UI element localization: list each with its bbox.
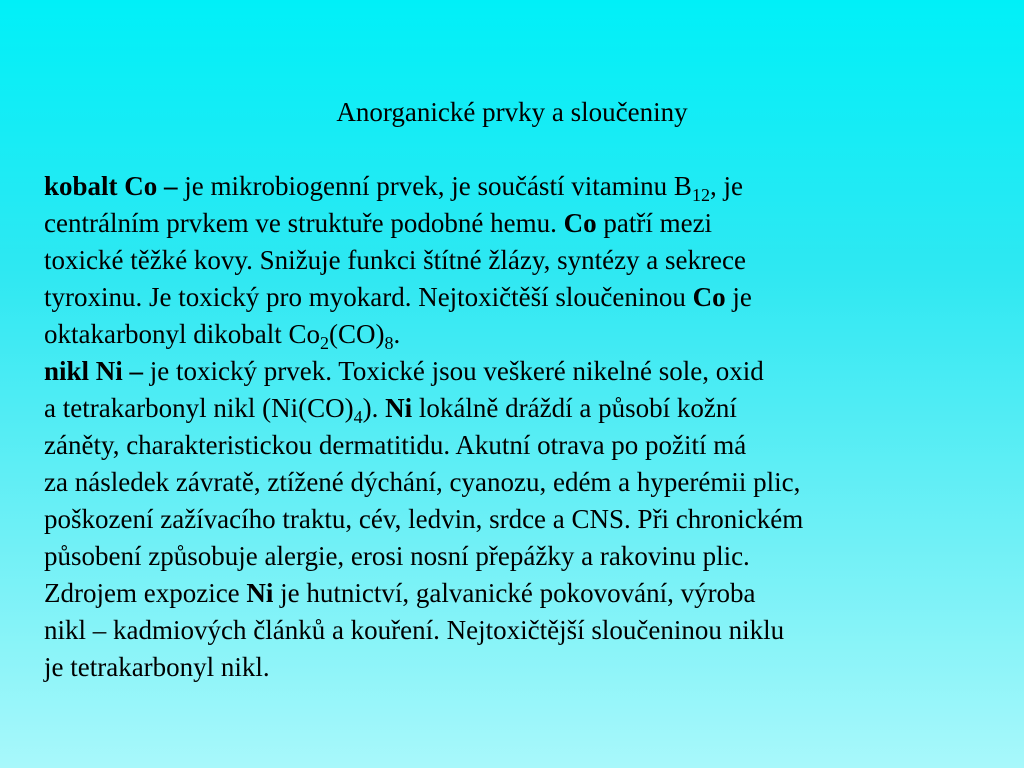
cobalt-subscript-2: 2 — [319, 333, 329, 353]
cobalt-subscript-8: 8 — [384, 333, 394, 353]
cobalt-term: kobalt Co – — [44, 171, 178, 201]
nickel-line-6: působení způsobuje alergie, erosi nosní přepážky a rakovinu plic. — [44, 541, 750, 571]
cobalt-line-4 — [44, 279, 1014, 316]
cobalt-line-1 — [44, 168, 1014, 205]
cobalt-text-2b: patří mezi — [596, 208, 713, 238]
cobalt-symbol: Co — [563, 208, 597, 238]
nickel-line-1 — [44, 353, 1014, 390]
nickel-line-3: záněty, charakteristickou dermatitidu. Akutní otrava po požití má — [44, 430, 747, 460]
cobalt-text-4a: tyroxinu. Je toxický pro myokard. Nejtoxičtěší sloučeninou — [44, 282, 693, 312]
nickel-text-7a: Zdrojem expozice — [44, 578, 247, 608]
cobalt-text-2a: centrálním prvkem ve struktuře podobné hemu. — [44, 208, 564, 238]
cobalt-text-5a: oktakarbonyl dikobalt Co — [44, 319, 320, 349]
cobalt-symbol: Co — [692, 282, 726, 312]
nickel-line-4: za následek závratě, ztížené dýchání, cyanozu, edém a hyperémii plic, — [44, 467, 801, 497]
cobalt-text-5c: . — [393, 319, 401, 349]
nickel-line-5: poškození zažívacího traktu, cév, ledvin, srdce a CNS. Při chronickém — [44, 504, 804, 534]
nickel-subscript-4: 4 — [353, 407, 363, 427]
cobalt-line-5 — [44, 316, 1014, 353]
nickel-symbol: Ni — [385, 393, 413, 423]
nickel-text-1: je toxický prvek. Toxické jsou veškeré nikelné sole, oxid — [143, 356, 764, 386]
slide-body — [44, 168, 1014, 686]
nickel-term: nikl Ni – — [44, 356, 144, 386]
nickel-line-9: je tetrakarbonyl nikl. — [44, 652, 270, 682]
nickel-text-2c: lokálně dráždí a působí kožní — [412, 393, 737, 423]
nickel-line-8: nikl – kadmiových článků a kouření. Nejtoxičtější sloučeninou niklu — [44, 615, 785, 645]
nickel-line-7 — [44, 575, 1014, 612]
cobalt-b12-subscript: 12 — [691, 185, 710, 205]
cobalt-line-3: toxické těžké kovy. Snižuje funkci štítné žlázy, syntézy a sekrece — [44, 245, 746, 275]
cobalt-text-5b: (CO) — [328, 319, 385, 349]
cobalt-text-4b: je — [725, 282, 752, 312]
slide-title: Anorganické prvky a sloučeniny — [336, 97, 688, 127]
cobalt-text-1a: je mikrobiogenní prvek, je součástí vitaminu B — [177, 171, 692, 201]
cobalt-text-1b: , je — [709, 171, 743, 201]
nickel-text-2a: a tetrakarbonyl nikl (Ni(CO) — [44, 393, 354, 423]
nickel-text-2b: ). — [362, 393, 386, 423]
nickel-line-2 — [44, 390, 1014, 427]
nickel-symbol: Ni — [246, 578, 274, 608]
nickel-text-7b: je hutnictví, galvanické pokovování, výroba — [273, 578, 756, 608]
cobalt-line-2 — [44, 205, 1014, 242]
